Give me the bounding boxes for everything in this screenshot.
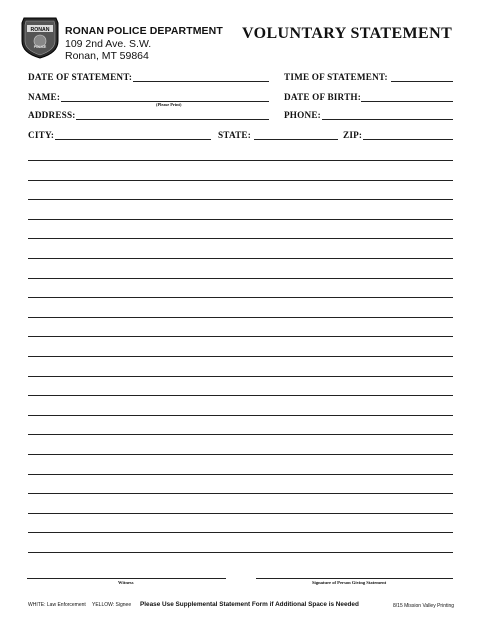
statement-line[interactable] [28, 180, 453, 181]
department-address-line1: 109 2nd Ave. S.W. [65, 38, 152, 50]
statement-line[interactable] [28, 297, 453, 298]
statement-line[interactable] [28, 532, 453, 533]
statement-line[interactable] [28, 376, 453, 377]
statement-line[interactable] [28, 434, 453, 435]
form-title: VOLUNTARY STATEMENT [242, 25, 453, 42]
statement-line[interactable] [28, 493, 453, 494]
department-name: RONAN POLICE DEPARTMENT [65, 25, 223, 37]
statement-line[interactable] [28, 415, 453, 416]
date-of-statement-label: DATE OF STATEMENT: [28, 72, 133, 82]
person-signature-line[interactable] [256, 578, 453, 579]
statement-line[interactable] [28, 395, 453, 396]
supplemental-form-note: Please Use Supplemental Statement Form if Additional Space is Needed [140, 601, 359, 608]
date-of-birth-field[interactable] [361, 101, 453, 102]
statement-line[interactable] [28, 278, 453, 279]
police-badge-icon [20, 15, 60, 59]
statement-line[interactable] [28, 199, 453, 200]
date-of-birth-label: DATE OF BIRTH: [284, 92, 362, 102]
witness-label: Witness [118, 580, 134, 585]
city-field[interactable] [55, 139, 211, 140]
state-field[interactable] [254, 139, 338, 140]
badge-top-text: RONAN [30, 27, 50, 33]
statement-line[interactable] [28, 160, 453, 161]
state-label: STATE: [218, 130, 252, 140]
statement-line[interactable] [28, 356, 453, 357]
time-of-statement-field[interactable] [391, 81, 453, 82]
statement-line[interactable] [28, 474, 453, 475]
phone-field[interactable] [322, 119, 453, 120]
address-label: ADDRESS: [28, 110, 76, 120]
statement-line[interactable] [28, 219, 453, 220]
statement-line[interactable] [28, 336, 453, 337]
city-label: CITY: [28, 130, 55, 140]
badge-bottom-text: POLICE [33, 45, 47, 49]
copy-white-note: WHITE: Law Enforcement [28, 602, 86, 608]
date-of-statement-field[interactable] [133, 81, 269, 82]
statement-line[interactable] [28, 238, 453, 239]
name-label: NAME: [28, 92, 61, 102]
statement-line[interactable] [28, 552, 453, 553]
time-of-statement-label: TIME OF STATEMENT: [284, 72, 388, 82]
statement-line[interactable] [28, 454, 453, 455]
address-field[interactable] [76, 119, 269, 120]
person-signature-label: Signature of Person Giving Statement [312, 580, 387, 585]
statement-line[interactable] [28, 317, 453, 318]
name-please-print-note: (Please Print) [156, 102, 182, 107]
statement-line[interactable] [28, 258, 453, 259]
witness-signature-line[interactable] [27, 578, 226, 579]
print-code: 8/15 Mission Valley Printing [393, 603, 455, 609]
zip-label: ZIP: [343, 130, 363, 140]
copy-yellow-note: YELLOW: Signee [92, 602, 132, 608]
phone-label: PHONE: [284, 110, 321, 120]
zip-field[interactable] [363, 139, 453, 140]
statement-line[interactable] [28, 513, 453, 514]
department-address-line2: Ronan, MT 59864 [65, 50, 149, 62]
